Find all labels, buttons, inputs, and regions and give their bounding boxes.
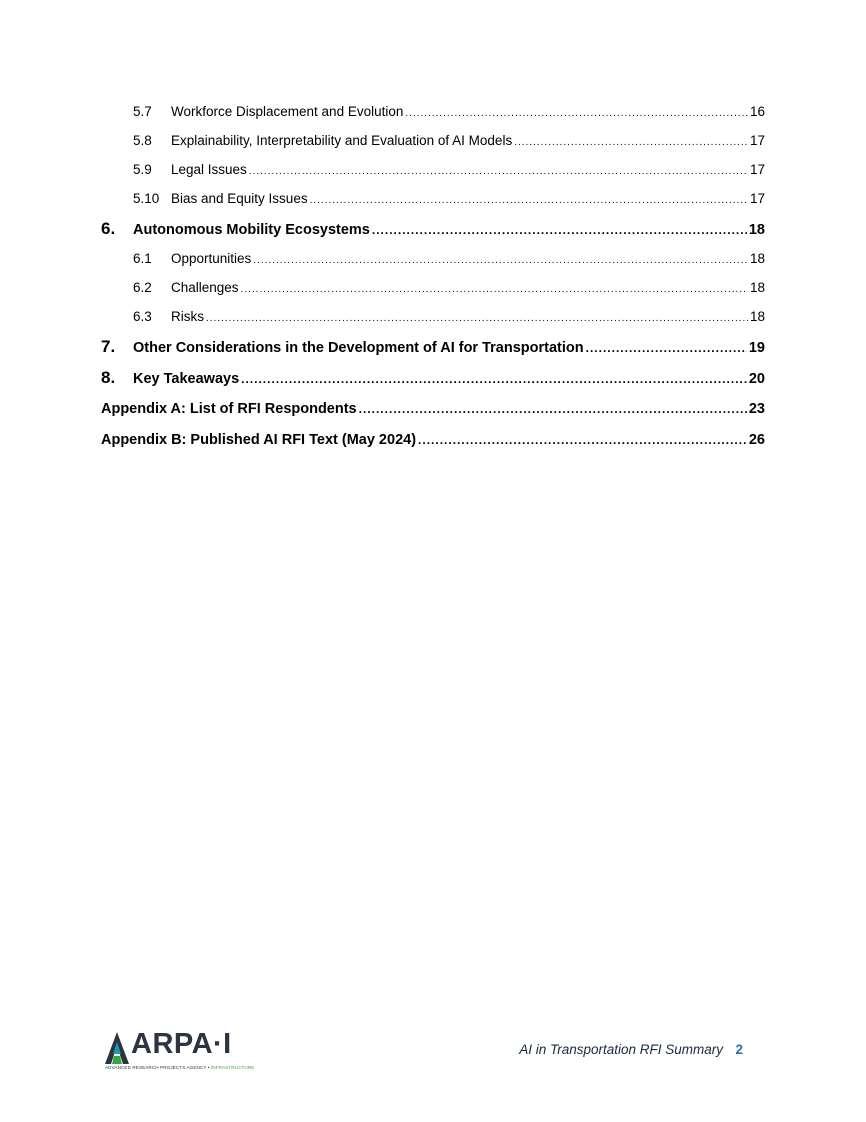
toc-page-number: 17 — [749, 133, 765, 148]
toc-page-number: 18 — [748, 222, 765, 238]
toc-leader-dots — [241, 366, 747, 392]
toc-number: 7. — [101, 337, 116, 356]
toc-leader-dots — [586, 335, 747, 361]
arpa-i-logo-mark-icon — [105, 1032, 129, 1064]
toc-number: 6.3 — [133, 309, 152, 324]
toc-entry-6-1[interactable] — [101, 247, 765, 276]
toc-entry-6[interactable] — [101, 216, 765, 247]
toc-leader-dots — [310, 189, 748, 213]
toc-title: Explainability, Interpretability and Evaluation of AI Models — [171, 133, 513, 148]
toc-page-number: 23 — [748, 401, 765, 417]
toc-number: 5.7 — [133, 104, 152, 119]
toc-leader-dots — [359, 396, 747, 422]
toc-entry-appendix-a[interactable] — [101, 396, 765, 427]
toc-leader-dots — [514, 131, 748, 155]
table-of-contents — [101, 100, 765, 458]
toc-title: Challenges — [171, 280, 239, 295]
toc-page-number: 17 — [749, 191, 765, 206]
toc-leader-dots — [249, 160, 748, 184]
toc-title: Autonomous Mobility Ecosystems — [133, 222, 370, 238]
toc-title: Key Takeaways — [133, 371, 240, 387]
toc-leader-dots — [241, 278, 748, 302]
toc-leader-dots — [206, 307, 748, 331]
toc-entry-6-3[interactable] — [101, 305, 765, 334]
toc-entry-5-8[interactable] — [101, 129, 765, 158]
toc-page-number: 16 — [749, 104, 765, 119]
toc-number: 8. — [101, 368, 116, 387]
page-number: 2 — [735, 1042, 743, 1057]
toc-title: Legal Issues — [171, 162, 247, 177]
toc-entry-7[interactable] — [101, 334, 765, 365]
toc-number: 6.2 — [133, 280, 152, 295]
toc-page-number: 18 — [749, 309, 765, 324]
toc-title: Workforce Displacement and Evolution — [171, 104, 404, 119]
toc-title: Risks — [171, 309, 204, 324]
arpa-i-logo — [101, 1028, 255, 1076]
toc-page-number: 18 — [749, 251, 765, 266]
document-title: AI in Transportation RFI Summary — [519, 1042, 723, 1057]
logo-wordmark: ARPA·I — [131, 1028, 232, 1060]
toc-entry-6-2[interactable] — [101, 276, 765, 305]
toc-number: 6.1 — [133, 251, 152, 266]
toc-title: Other Considerations in the Development of AI for Transportation — [133, 340, 584, 356]
toc-title: Appendix A: List of RFI Respondents — [101, 401, 357, 417]
toc-leader-dots — [372, 217, 747, 243]
toc-entry-appendix-b[interactable] — [101, 427, 765, 458]
toc-leader-dots — [418, 427, 747, 453]
toc-page-number: 17 — [749, 162, 765, 177]
toc-entry-5-10[interactable] — [101, 187, 765, 216]
toc-number: 5.8 — [133, 133, 152, 148]
toc-title: Opportunities — [171, 251, 252, 266]
logo-subtitle — [105, 1065, 254, 1070]
toc-title: Bias and Equity Issues — [171, 191, 308, 206]
toc-entry-5-7[interactable] — [101, 100, 765, 129]
toc-number: 6. — [101, 219, 116, 238]
toc-page-number: 26 — [748, 432, 765, 448]
toc-leader-dots — [253, 249, 748, 273]
toc-number: 5.10 — [133, 191, 160, 206]
toc-leader-dots — [405, 102, 748, 126]
toc-page-number: 18 — [749, 280, 765, 295]
toc-page-number: 20 — [748, 371, 765, 387]
logo-subtitle-main: ADVANCED RESEARCH PROJECTS AGENCY • — [105, 1065, 210, 1070]
page-footer — [101, 1028, 765, 1078]
toc-number: 5.9 — [133, 162, 152, 177]
logo-subtitle-accent: INFRASTRUCTURE — [210, 1065, 255, 1070]
toc-page-number: 19 — [748, 340, 765, 356]
toc-entry-5-9[interactable] — [101, 158, 765, 187]
toc-entry-8[interactable] — [101, 365, 765, 396]
toc-title: Appendix B: Published AI RFI Text (May 2024) — [101, 432, 417, 448]
